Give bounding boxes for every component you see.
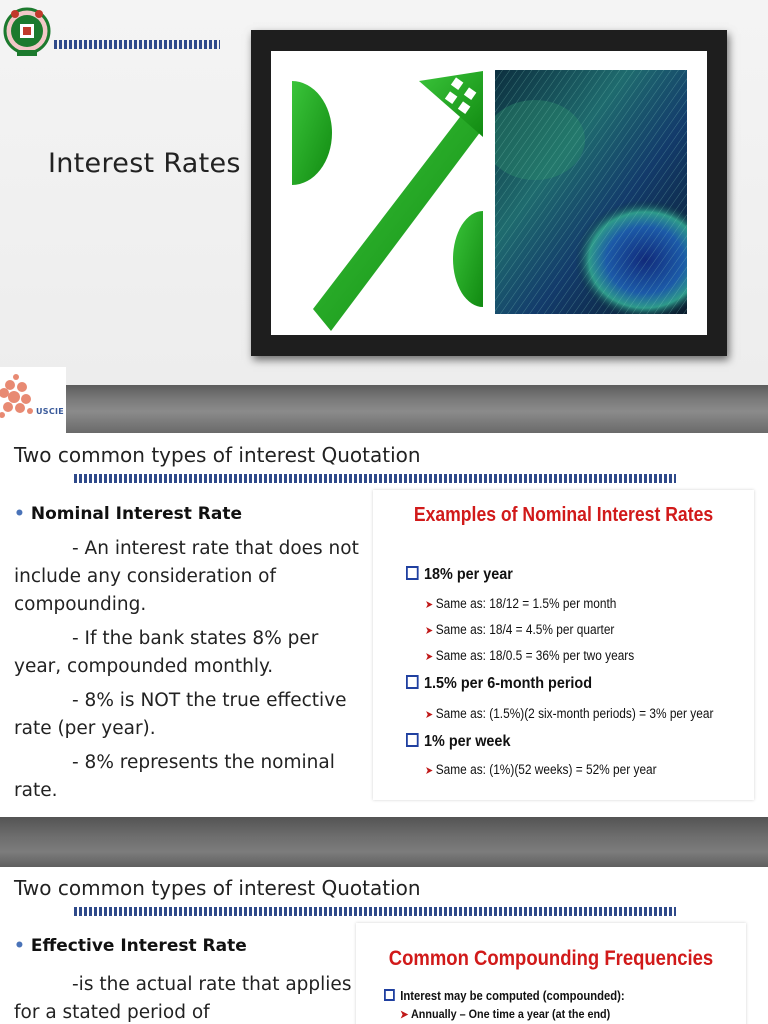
uscie-logo-text: USCIE [36,407,65,416]
arrow-bullet-icon: ➤ [425,651,434,663]
bullet-dot-icon: • [14,504,25,524]
decorative-dash-bar [54,40,220,49]
arrow-bullet-icon: ➤ [425,709,434,721]
bullet-heading: • Nominal Interest Rate [14,504,243,524]
example-item: 18% per year [406,566,513,584]
arrow-bullet-icon: ➤ [425,625,434,637]
slide-title: Interest Rates [48,148,241,179]
nominal-rate-slide [0,433,768,817]
paragraph: - If the bank states 8% per year, compounded monthly. [14,628,319,677]
arrow-bullet-icon: ➤ [425,765,434,777]
nominal-rate-examples-panel [373,490,754,800]
peacock-feather-image [495,70,687,314]
decorative-dash-bar [74,907,676,916]
uscie-logo [0,367,66,433]
coral-flower-logo-icon [0,371,40,427]
panel-title: Common Compounding Frequencies [388,947,714,970]
panel-title: Examples of Nominal Interest Rates [413,504,714,526]
section-heading: Two common types of interest Quotation [14,876,421,900]
slide-divider-band [0,385,768,433]
arrow-bullet-icon: ➤ [400,1009,409,1021]
example-sub-item: ➤ Same as: 18/12 = 1.5% per month [425,596,617,611]
picture-frame [251,30,727,356]
frequency-question: Interest may be computed (compounded): [384,989,625,1003]
slide-divider-band [0,817,768,867]
interest-rate-image [271,51,707,335]
example-sub-item: ➤ Same as: (1.5%)(2 six-month periods) = 3% per year [425,706,714,721]
paragraph: -is the actual rate that applies for a stated period of [14,974,352,1023]
example-item: 1% per week [406,733,510,751]
effective-rate-description [14,971,359,1024]
bullet-dot-icon: • [14,936,25,956]
checkbox-bullet-icon [406,675,419,689]
example-sub-item: ➤ Same as: 18/4 = 4.5% per quarter [425,622,615,637]
university-seal-logo [3,2,51,60]
checkbox-bullet-icon [406,733,419,747]
decorative-dash-bar [74,474,676,483]
nominal-rate-description [14,535,364,811]
paragraph: - 8% is NOT the true effective rate (per year). [14,690,347,739]
checkbox-bullet-icon [384,989,395,1001]
compounding-frequencies-panel [356,923,746,1024]
example-item: 1.5% per 6-month period [406,675,592,693]
arrow-bullet-icon: ➤ [425,599,434,611]
section-heading: Two common types of interest Quotation [14,443,421,467]
title-slide [0,0,768,433]
frequency-sub-item: ➤ Annually – One time a year (at the end) [400,1007,611,1021]
paragraph: - An interest rate that does not include any consideration of compounding. [14,538,359,615]
example-sub-item: ➤ Same as: (1%)(52 weeks) = 52% per year [425,762,657,777]
checkbox-bullet-icon [406,566,419,580]
bullet-heading: • Effective Interest Rate [14,936,247,956]
paragraph: - 8% represents the nominal rate. [14,752,335,801]
example-sub-item: ➤ Same as: 18/0.5 = 36% per two years [425,648,635,663]
